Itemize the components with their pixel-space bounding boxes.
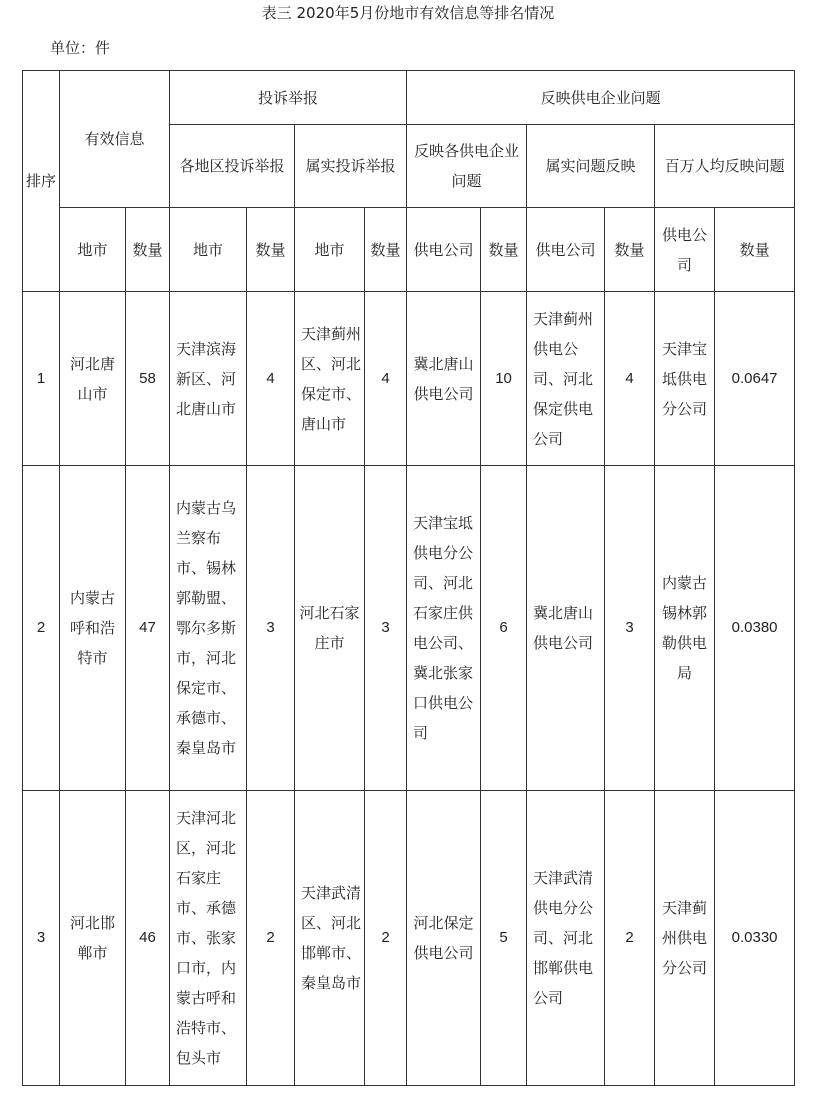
issue-count-cell: 5 (481, 791, 527, 1086)
table-title: 表三 2020年5月份地市有效信息等排名情况 (261, 4, 555, 22)
million-value-cell: 0.0647 (715, 292, 795, 466)
verified-company-cell: 天津蓟州供电公司、河北保定供电公司 (527, 292, 605, 466)
header-city: 地市 (295, 208, 365, 292)
rank-cell: 3 (23, 791, 60, 1086)
header-verified-complaints: 属实投诉举报 (295, 125, 407, 208)
complaint-count-cell: 4 (247, 292, 295, 466)
rank-cell: 2 (23, 466, 60, 791)
city-cell: 河北唐山市 (60, 292, 126, 466)
header-company-issues: 反映各供电企业问题 (407, 125, 527, 208)
header-company: 供电公司 (527, 208, 605, 292)
verified-company-count-cell: 4 (605, 292, 655, 466)
header-supply-issue: 反映供电企业问题 (407, 71, 795, 125)
header-city: 地市 (170, 208, 247, 292)
million-value-cell: 0.0380 (715, 466, 795, 791)
header-per-million: 百万人均反映问题 (655, 125, 795, 208)
header-count: 数量 (715, 208, 795, 292)
verified-city-cell: 天津武清区、河北邯郸市、秦皇岛市 (295, 791, 365, 1086)
million-value-cell: 0.0330 (715, 791, 795, 1086)
unit-label: 单位：件 (50, 39, 111, 57)
header-verified-issues: 属实问题反映 (527, 125, 655, 208)
valid-count-cell: 58 (126, 292, 170, 466)
header-rank: 排序 (23, 71, 60, 292)
million-company-cell: 天津蓟州供电分公司 (655, 791, 715, 1086)
header-valid-info: 有效信息 (60, 71, 170, 208)
complaint-city-cell: 内蒙古乌兰察布市、锡林郭勒盟、鄂尔多斯市，河北保定市、承德市、秦皇岛市 (170, 466, 247, 791)
issue-company-cell: 天津宝坻供电分公司、河北石家庄供电公司、冀北张家口供电公司 (407, 466, 481, 791)
header-region-complaints: 各地区投诉举报 (170, 125, 295, 208)
valid-count-cell: 46 (126, 791, 170, 1086)
table-row (23, 466, 795, 791)
header-count: 数量 (247, 208, 295, 292)
rank-cell: 1 (23, 292, 60, 466)
verified-count-cell: 3 (365, 466, 407, 791)
million-company-cell: 内蒙古锡林郭勒供电局 (655, 466, 715, 791)
valid-count-cell: 47 (126, 466, 170, 791)
issue-company-cell: 冀北唐山供电公司 (407, 292, 481, 466)
verified-count-cell: 2 (365, 791, 407, 1086)
verified-company-count-cell: 2 (605, 791, 655, 1086)
complaint-count-cell: 2 (247, 791, 295, 1086)
city-cell: 内蒙古呼和浩特市 (60, 466, 126, 791)
complaint-city-cell: 天津滨海新区、河北唐山市 (170, 292, 247, 466)
header-count: 数量 (481, 208, 527, 292)
issue-company-cell: 河北保定供电公司 (407, 791, 481, 1086)
verified-count-cell: 4 (365, 292, 407, 466)
complaint-city-cell: 天津河北区，河北石家庄市、承德市、张家口市，内蒙古呼和浩特市、包头市 (170, 791, 247, 1086)
header-row-3 (23, 208, 795, 292)
header-count: 数量 (365, 208, 407, 292)
complaint-count-cell: 3 (247, 466, 295, 791)
header-city: 地市 (60, 208, 126, 292)
ranking-table (22, 70, 795, 1086)
verified-city-cell: 河北石家庄市 (295, 466, 365, 791)
header-company: 供电公司 (407, 208, 481, 292)
header-complaint-report: 投诉举报 (170, 71, 407, 125)
header-count: 数量 (605, 208, 655, 292)
table-row (23, 791, 795, 1086)
issue-count-cell: 6 (481, 466, 527, 791)
million-company-cell: 天津宝坻供电分公司 (655, 292, 715, 466)
verified-company-cell: 天津武清供电分公司、河北邯郸供电公司 (527, 791, 605, 1086)
table-row (23, 292, 795, 466)
header-count: 数量 (126, 208, 170, 292)
city-cell: 河北邯郸市 (60, 791, 126, 1086)
verified-city-cell: 天津蓟州区、河北保定市、唐山市 (295, 292, 365, 466)
verified-company-cell: 冀北唐山供电公司 (527, 466, 605, 791)
verified-company-count-cell: 3 (605, 466, 655, 791)
header-row-1 (23, 71, 795, 125)
header-company: 供电公司 (655, 208, 715, 292)
issue-count-cell: 10 (481, 292, 527, 466)
